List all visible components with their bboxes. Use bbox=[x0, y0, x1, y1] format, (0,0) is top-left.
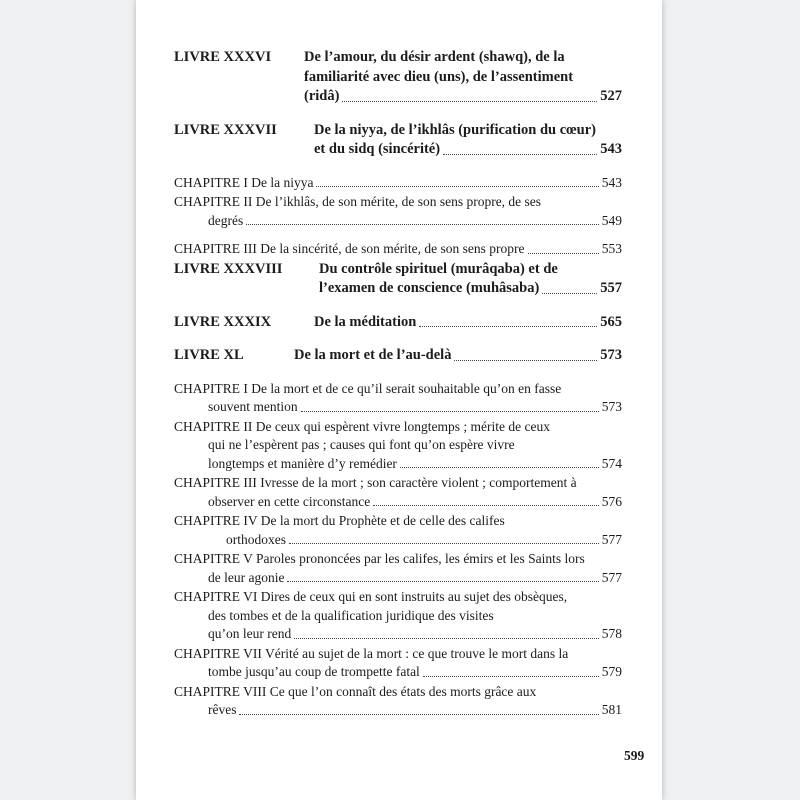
toc-chapter-entry bbox=[174, 683, 622, 720]
leader-dots bbox=[246, 223, 599, 225]
leader-dots bbox=[289, 542, 599, 544]
toc-livre-entry bbox=[174, 48, 622, 107]
chapter-line: degrés bbox=[208, 212, 244, 228]
toc-chapter-entry bbox=[174, 418, 622, 474]
chapter-line: CHAPITRE IV De la mort du Prophète et de celle des califes bbox=[174, 513, 505, 528]
toc-livre-entry bbox=[174, 313, 622, 333]
livre-label: LIVRE XXXVI bbox=[174, 49, 272, 65]
chapter-line: tombe jusqu’au coup de trompette fatal bbox=[208, 664, 420, 679]
livre-title-last: (ridâ) bbox=[304, 88, 340, 104]
page-ref: 577 bbox=[601, 531, 622, 547]
leader-dots bbox=[423, 675, 599, 677]
chapter-line: CHAPITRE VIII Ce que l’on connaît des états des morts grâce aux bbox=[174, 683, 537, 699]
leader-dots bbox=[239, 713, 598, 715]
chapter-line: CHAPITRE III Ivresse de la mort ; son caractère violent ; comportement à bbox=[174, 475, 577, 490]
chapter-line: CHAPITRE II De ceux qui espèrent vivre longtemps ; mérite de ceux bbox=[174, 418, 551, 434]
chapter-line: CHAPITRE V Paroles prononcées par les califes, les émirs et les Saints lors bbox=[174, 551, 585, 566]
livre-title-last: l’examen de conscience (muhâsaba) bbox=[319, 280, 540, 296]
chapter-line: des tombes et de la qualification juridique des visites bbox=[208, 607, 494, 623]
chapter-line: CHAPITRE I De la mort et de ce qu’il serait souhaitable qu’on en fasse bbox=[174, 380, 562, 396]
chapter-line: orthodoxes bbox=[226, 531, 286, 547]
leader-dots bbox=[342, 100, 597, 102]
chapter-line: CHAPITRE I De la niyya bbox=[174, 174, 314, 190]
toc-livre-entry bbox=[174, 260, 622, 299]
toc-chapter-entry bbox=[174, 550, 622, 587]
page-ref: 553 bbox=[601, 241, 622, 256]
chapter-line: qui ne l’espèrent pas ; causes qui font qu’on espère vivre bbox=[208, 437, 515, 452]
chapter-line: CHAPITRE II De l’ikhlâs, de son mérite, de son sens propre, de ses bbox=[174, 194, 542, 209]
page-ref: 549 bbox=[601, 212, 622, 228]
leader-dots bbox=[528, 252, 599, 254]
page-ref: 577 bbox=[601, 569, 622, 585]
toc-chapter-entry bbox=[174, 380, 622, 417]
toc-livre-entry bbox=[174, 346, 622, 366]
page-ref: 543 bbox=[601, 174, 622, 190]
toc-chapter-entry bbox=[174, 474, 622, 511]
page-ref: 557 bbox=[600, 280, 622, 296]
chapter-line: de leur agonie bbox=[208, 569, 285, 585]
livre-title-last: De la mort et de l’au-delà bbox=[294, 347, 452, 363]
livre-title-line: De l’amour, du désir ardent (shawq), de la bbox=[304, 49, 565, 65]
leader-dots bbox=[454, 359, 597, 361]
livre-title-last: et du sidq (sincérité) bbox=[314, 141, 441, 157]
livre-title-line: familiarité avec dieu (uns), de l’assentiment bbox=[304, 68, 574, 85]
chapter-line: souvent mention bbox=[208, 399, 298, 414]
livre-title-line: De la niyya, de l’ikhlâs (purification du cœur) bbox=[314, 121, 596, 138]
leader-dots bbox=[287, 580, 598, 582]
toc-chapter-entry bbox=[174, 588, 622, 644]
page-ref: 579 bbox=[601, 664, 622, 679]
toc-livre-entry bbox=[174, 121, 622, 160]
page-ref: 527 bbox=[600, 88, 622, 104]
toc-chapter-entry bbox=[174, 174, 622, 193]
page-ref: 578 bbox=[601, 626, 622, 641]
leader-dots bbox=[373, 504, 598, 506]
page-ref: 543 bbox=[600, 141, 622, 157]
page-ref: 576 bbox=[601, 493, 622, 509]
leader-dots bbox=[542, 292, 597, 294]
livre-label: LIVRE XXXIX bbox=[174, 313, 272, 330]
leader-dots bbox=[443, 153, 597, 155]
chapter-line: observer en cette circonstance bbox=[208, 493, 371, 509]
toc-chapter-entry bbox=[174, 193, 622, 230]
livre-label: LIVRE XXXVIII bbox=[174, 260, 283, 277]
chapter-line: CHAPITRE III De la sincérité, de son mérite, de son sens propre bbox=[174, 241, 525, 256]
page-ref: 581 bbox=[601, 702, 622, 717]
chapter-line: CHAPITRE VII Vérité au sujet de la mort : ce que trouve le mort dans la bbox=[174, 645, 569, 661]
leader-dots bbox=[294, 637, 599, 639]
page-ref: 573 bbox=[600, 347, 622, 363]
leader-dots bbox=[419, 325, 597, 327]
livre-label: LIVRE XXXVII bbox=[174, 121, 277, 138]
leader-dots bbox=[301, 410, 599, 412]
leader-dots bbox=[400, 466, 599, 468]
toc-chapter-entry bbox=[174, 512, 622, 549]
chapter-line: longtemps et manière d’y remédier bbox=[208, 455, 397, 471]
toc-chapter-entry bbox=[174, 240, 622, 259]
livre-title-line: Du contrôle spirituel (murâqaba) et de bbox=[319, 260, 558, 277]
livre-label: LIVRE XL bbox=[174, 347, 244, 363]
livre-title-last: De la méditation bbox=[314, 313, 417, 330]
leader-dots bbox=[316, 185, 598, 187]
page-ref: 573 bbox=[601, 399, 622, 414]
chapter-line: qu’on leur rend bbox=[208, 626, 292, 641]
book-page bbox=[136, 0, 662, 800]
page-ref: 565 bbox=[600, 313, 622, 330]
chapter-line: CHAPITRE VI Dires de ceux qui en sont instruits au sujet des obsèques, bbox=[174, 589, 568, 604]
chapter-line: rêves bbox=[208, 702, 237, 717]
page-number: 599 bbox=[624, 748, 645, 763]
toc-chapter-entry bbox=[174, 645, 622, 682]
page-ref: 574 bbox=[601, 455, 622, 471]
table-of-contents bbox=[174, 48, 622, 721]
